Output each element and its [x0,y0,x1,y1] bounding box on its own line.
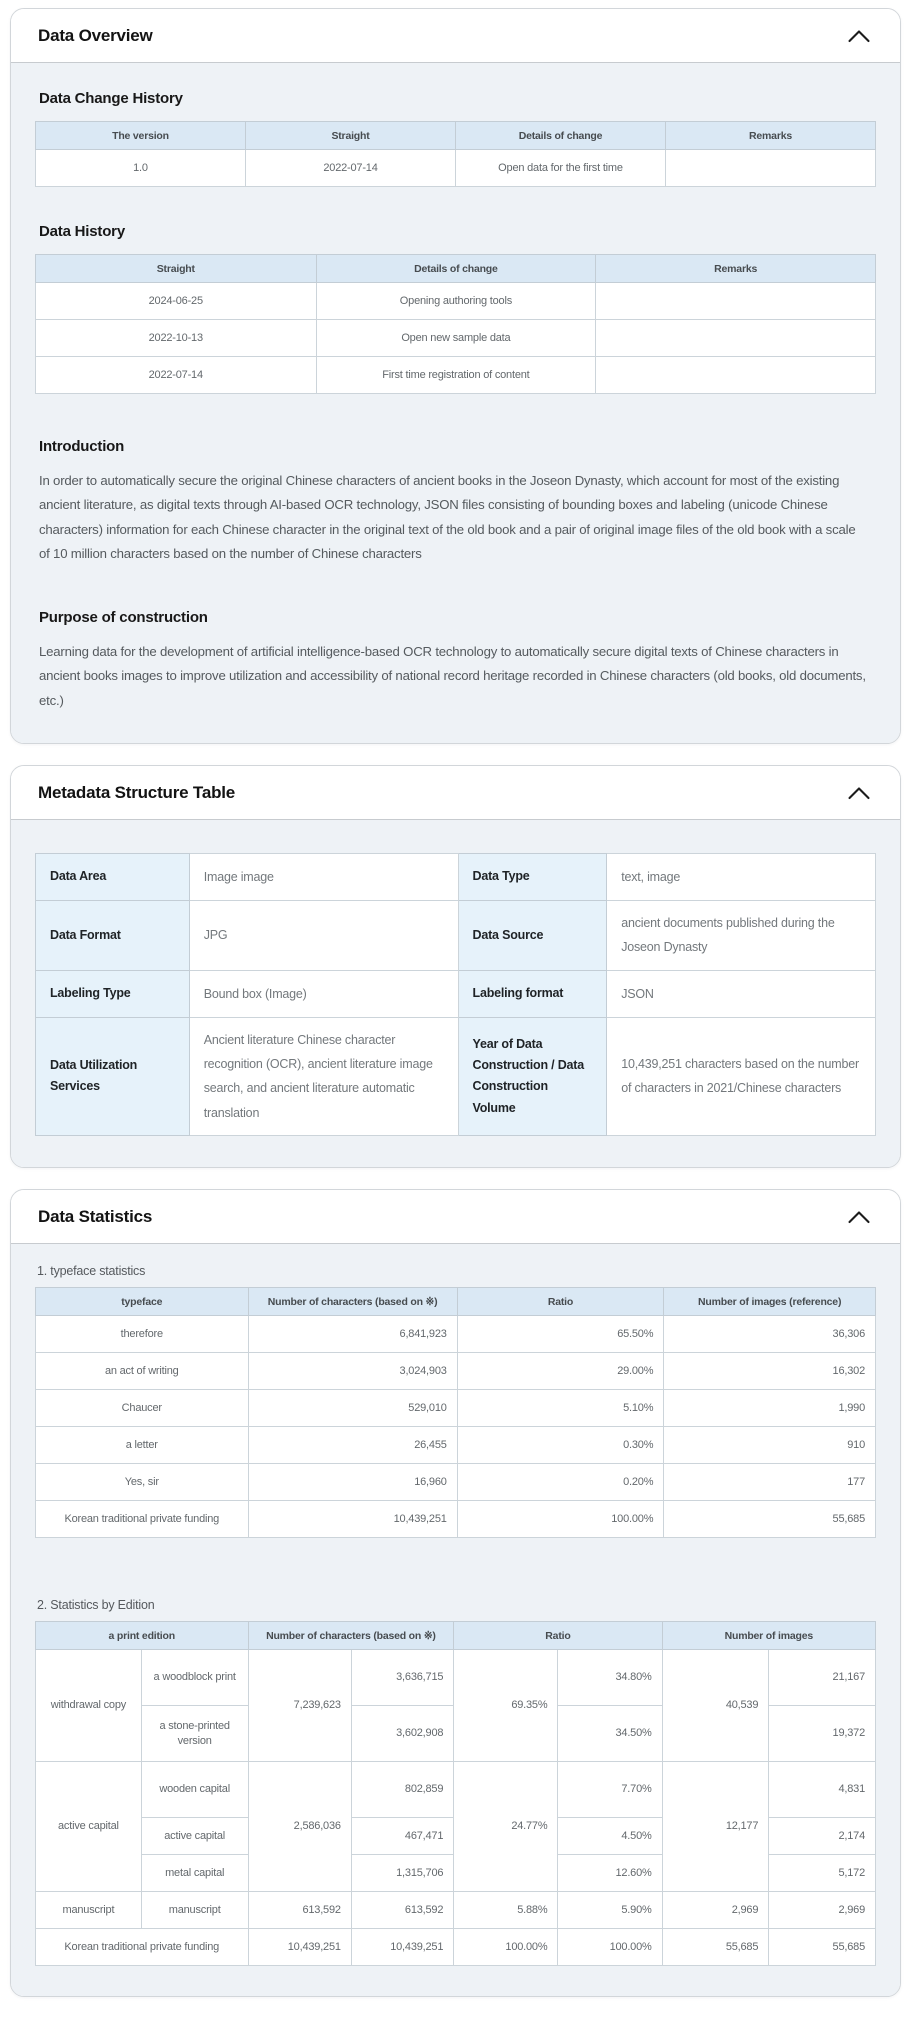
cell-item-name: a woodblock print [141,1650,248,1706]
cell-remarks [596,357,876,394]
header-cell: typeface [36,1288,249,1316]
header-cell: Straight [246,122,456,150]
meta-label: Labeling format [458,970,607,1017]
metadata-structure-card-header[interactable] [11,766,900,819]
data-statistics-card [10,1189,901,1997]
meta-value: 10,439,251 characters based on the number of characters in 2021/Chinese characters [607,1017,876,1136]
table-row [36,1464,876,1501]
table-row [36,853,876,900]
cell-details: First time registration of content [316,357,596,394]
section-heading-data-history: Data History [39,223,125,240]
header-cell: Details of change [316,255,596,283]
cell-group-characters: 613,592 [248,1892,351,1929]
chevron-up-icon [847,786,871,800]
cell-ratio: 34.80% [558,1650,662,1706]
data-statistics-card-header[interactable] [11,1190,900,1243]
cell-characters: 6,841,923 [248,1316,457,1353]
cell-group-name: active capital [36,1762,142,1892]
header-cell: Number of images (reference) [664,1288,876,1316]
cell-total-label: Korean traditional private funding [36,1929,249,1966]
cell-images: 1,990 [664,1390,876,1427]
header-cell: a print edition [36,1622,249,1650]
cell-characters: 613,592 [351,1892,453,1929]
table-row [36,1017,876,1136]
data-change-history-table [35,121,876,187]
meta-value: Ancient literature Chinese character recognition (OCR), ancient literature image search, and ancient literature automatic translation [189,1017,458,1136]
cell-version: 1.0 [36,150,246,187]
metadata-structure-card-body [11,819,900,1167]
section-heading-introduction: Introduction [39,438,125,455]
header-cell: Straight [36,255,317,283]
cell-details: Open data for the first time [456,150,666,187]
collapse-button[interactable] [845,1207,873,1227]
table-row [36,1892,876,1929]
cell-date: 2022-07-14 [246,150,456,187]
header-cell: Ratio [457,1288,664,1316]
cell-item-name: wooden capital [141,1762,248,1818]
meta-label: Data Type [458,853,607,900]
header-cell: Remarks [666,122,876,150]
header-cell: Number of characters (based on ※) [248,1288,457,1316]
cell-typeface: a letter [36,1427,249,1464]
table-total-row [36,1929,876,1966]
meta-label: Data Format [36,900,190,970]
section-heading-change-history: Data Change History [39,90,183,107]
table-header-row [36,122,876,150]
cell-typeface: Chaucer [36,1390,249,1427]
cell-typeface: Korean traditional private funding [36,1501,249,1538]
table-row [36,150,876,187]
cell-ratio: 29.00% [457,1353,664,1390]
collapse-button[interactable] [845,26,873,46]
cell-ratio: 12.60% [558,1855,662,1892]
header-cell: Remarks [596,255,876,283]
cell-group-name: withdrawal copy [36,1650,142,1762]
cell-characters: 3,602,908 [351,1706,453,1762]
cell-images: 177 [664,1464,876,1501]
chevron-up-icon [847,29,871,43]
cell-images: 55,685 [662,1929,769,1966]
meta-value: Bound box (Image) [189,970,458,1017]
header-cell: Details of change [456,122,666,150]
cell-characters: 10,439,251 [248,1929,351,1966]
cell-images: 910 [664,1427,876,1464]
header-cell: Number of images [662,1622,875,1650]
cell-ratio: 5.10% [457,1390,664,1427]
introduction-text: In order to automatically secure the original Chinese characters of ancient books in the Joseon Dynasty, which account for most of the existing ancient literature, as digital texts through AI-based OCR technology, JSON files consisting of bounding boxes and labeling (unicode Chinese characters) information for each Chinese character in the original text of the old book and a pair of original image files of the old book with a scale of 10 million characters based on the number of Chinese characters [39,473,856,562]
table-row [36,1762,876,1818]
card-title: Metadata Structure Table [38,782,236,802]
metadata-structure-card [10,765,901,1168]
cell-images: 36,306 [664,1316,876,1353]
cell-images: 2,174 [769,1818,876,1855]
meta-label: Data Utilization Services [36,1017,190,1136]
cell-images: 55,685 [664,1501,876,1538]
cell-images: 16,302 [664,1353,876,1390]
cell-group-ratio: 69.35% [454,1650,558,1762]
typeface-statistics-subtitle: 1. typeface statistics [37,1264,146,1279]
cell-group-images: 12,177 [662,1762,769,1892]
cell-characters: 529,010 [248,1390,457,1427]
cell-ratio: 34.50% [558,1706,662,1762]
cell-characters: 10,439,251 [351,1929,453,1966]
cell-ratio: 100.00% [558,1929,662,1966]
cell-images: 19,372 [769,1706,876,1762]
cell-characters: 3,636,715 [351,1650,453,1706]
table-row [36,970,876,1017]
cell-ratio: 5.90% [558,1892,662,1929]
table-row [36,1316,876,1353]
cell-group-ratio: 24.77% [454,1762,558,1892]
table-row [36,1353,876,1390]
cell-group-name: manuscript [36,1892,142,1929]
cell-ratio: 0.20% [457,1464,664,1501]
cell-ratio: 7.70% [558,1762,662,1818]
table-row [36,900,876,970]
collapse-button[interactable] [845,783,873,803]
table-row [36,1650,876,1706]
cell-date: 2022-10-13 [36,320,317,357]
meta-label: Year of Data Construction / Data Construction Volume [458,1017,607,1136]
section-heading-purpose: Purpose of construction [39,608,208,626]
cell-characters: 1,315,706 [351,1855,453,1892]
meta-label: Data Area [36,853,190,900]
cell-typeface: therefore [36,1316,249,1353]
typeface-statistics-table [35,1287,876,1538]
card-title: Data Statistics [38,1207,153,1227]
meta-label: Labeling Type [36,970,190,1017]
meta-value: Image image [189,853,458,900]
cell-details: Open new sample data [316,320,596,357]
cell-group-characters: 7,239,623 [248,1650,351,1762]
cell-characters: 10,439,251 [248,1501,457,1538]
cell-remarks [666,150,876,187]
meta-value: ancient documents published during the Joseon Dynasty [607,900,876,970]
data-statistics-card-body [11,1243,900,1996]
table-header-row [36,255,876,283]
cell-item-name: metal capital [141,1855,248,1892]
table-row [36,1427,876,1464]
data-overview-card [10,8,901,744]
cell-ratio: 4.50% [558,1818,662,1855]
cell-remarks [596,320,876,357]
cell-date: 2022-07-14 [36,357,317,394]
cell-ratio: 100.00% [454,1929,558,1966]
cell-details: Opening authoring tools [316,283,596,320]
cell-date: 2024-06-25 [36,283,317,320]
metadata-table [35,853,876,1136]
cell-images: 5,172 [769,1855,876,1892]
data-overview-card-header[interactable] [11,9,900,62]
cell-characters: 26,455 [248,1427,457,1464]
cell-typeface: an act of writing [36,1353,249,1390]
table-row [36,283,876,320]
cell-ratio: 65.50% [457,1316,664,1353]
table-row [36,320,876,357]
cell-item-name: a stone-printed version [141,1706,248,1762]
edition-statistics-table [35,1621,876,1966]
cell-characters: 467,471 [351,1818,453,1855]
data-overview-card-body [11,62,900,743]
cell-ratio: 0.30% [457,1427,664,1464]
cell-characters: 802,859 [351,1762,453,1818]
cell-item-name: manuscript [141,1892,248,1929]
cell-group-characters: 2,586,036 [248,1762,351,1892]
cell-characters: 16,960 [248,1464,457,1501]
data-history-table [35,254,876,394]
table-header-row [36,1622,876,1650]
cell-images: 21,167 [769,1650,876,1706]
cell-images: 55,685 [769,1929,876,1966]
meta-value: text, image [607,853,876,900]
header-cell: Number of characters (based on ※) [248,1622,454,1650]
purpose-text: Learning data for the development of artificial intelligence-based OCR technology to automatically secure digital texts of Chinese characters in ancient books images to improve utilization and accessibility of national record heritage recorded in Chinese characters (old books, old documents, etc.) [39,643,866,708]
cell-remarks [596,283,876,320]
meta-value: JPG [189,900,458,970]
header-cell: Ratio [454,1622,662,1650]
cell-group-images: 2,969 [662,1892,769,1929]
chevron-up-icon [847,1210,871,1224]
cell-images: 4,831 [769,1762,876,1818]
meta-value: JSON [607,970,876,1017]
table-row [36,1390,876,1427]
cell-item-name: active capital [141,1818,248,1855]
meta-label: Data Source [458,900,607,970]
table-header-row [36,1288,876,1316]
cell-group-ratio: 5.88% [454,1892,558,1929]
table-row [36,357,876,394]
card-title: Data Overview [38,26,153,45]
table-total-row [36,1501,876,1538]
header-cell: The version [36,122,246,150]
cell-characters: 3,024,903 [248,1353,457,1390]
cell-images: 2,969 [769,1892,876,1929]
edition-statistics-subtitle: 2. Statistics by Edition [37,1598,155,1613]
cell-typeface: Yes, sir [36,1464,249,1501]
cell-group-images: 40,539 [662,1650,769,1762]
cell-ratio: 100.00% [457,1501,664,1538]
